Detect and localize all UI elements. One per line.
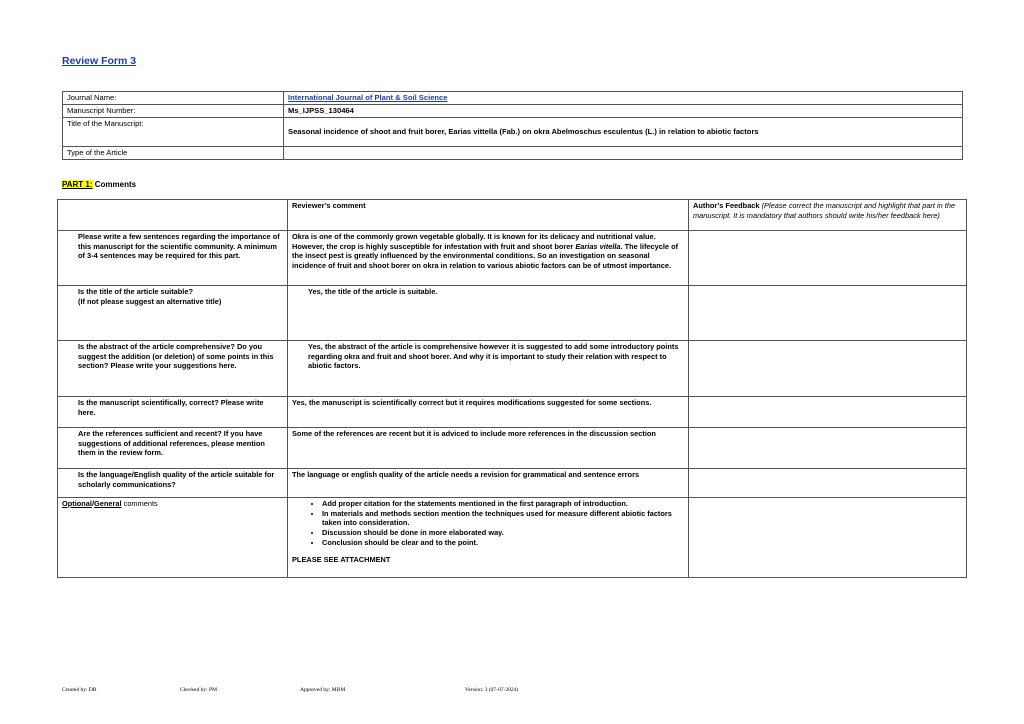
journal-value-cell [284,92,963,105]
optional-label: Optional [62,499,92,508]
author-feedback-cell[interactable] [689,231,967,286]
manuscript-title-row [63,117,963,146]
comment-text: . The lifecycle of the insect pest is greatly influenced by the environmental conditions. So an investigation on seasonal incidence of fruit and shoot borer on okra in relation to various abiotic factors can be of utmost importance. [292,241,679,270]
table-row [58,428,967,469]
comments-header-row [58,200,967,231]
table-row [58,231,967,286]
optional-comments-list [292,499,684,547]
comments-label: comments [121,499,158,508]
question-scientific: Is the manuscript scientifically, correct? Please write here. [58,397,288,428]
question-line: (If not please suggest an alternative title) [78,296,222,306]
author-feedback-cell[interactable] [689,397,967,428]
manuscript-number-value: Ms_IJPSS_130464 [284,104,963,117]
question-language: Is the language/English quality of the article suitable for scholarly communications? [58,469,288,498]
part-heading [62,180,136,189]
footer-version: Version: 3 (07-07-2024) [465,687,519,693]
footer-checked-by: Checked by: PM [180,687,217,693]
form-title: Review Form 3 [62,55,137,67]
manuscript-title-label: Title of the Manuscript: [63,117,284,146]
author-feedback-cell[interactable] [689,286,967,341]
reviewer-comment-header: Reviewer’s comment [288,200,689,231]
question-importance: Please write a few sentences regarding the importance of this manuscript for the scientific community. A minimum of 3-4 sentences may be required for this part. [58,231,288,286]
question-line: Is the title of the article suitable? [78,287,193,296]
journal-row [63,92,963,105]
part-label: PART 1: [62,180,93,189]
author-feedback-cell[interactable] [689,498,967,578]
optional-comments-content [288,498,689,578]
see-attachment-note: PLEASE SEE ATTACHMENT [292,555,391,565]
optional-label-sep: / [91,499,95,508]
comment-title: Yes, the title of the article is suitable. [288,286,689,341]
comment-abstract: Yes, the abstract of the article is comprehensive however it is suggested to add some introductory points regarding okra and fruit and shoot borer. And why it is important to study their relation with respect to abiotic factors. [288,341,689,397]
list-item: • In materials and methods section mention the techniques used for measure different abiotic factors taken into consideration. [322,509,684,528]
comment-italic-text: Earias vitella [575,241,621,251]
general-label: General [94,499,122,508]
author-feedback-title: Author’s Feedback [693,201,760,210]
table-row [58,469,967,498]
author-feedback-note: (Please correct the manuscript and highlight that part in the manuscript. It is mandatory that authors should write his/her feedback here) [693,201,956,220]
footer-created-by: Created by: DR [62,687,97,693]
table-row [58,341,967,397]
journal-link[interactable]: International Journal of Plant & Soil Science [288,93,448,102]
article-type-row [63,146,963,159]
article-type-value [284,146,963,159]
author-feedback-cell[interactable] [689,341,967,397]
part-suffix: Comments [92,180,137,189]
manuscript-number-label: Manuscript Number: [63,104,284,117]
question-title [58,286,288,341]
footer-approved-by: Approved by: MBM [300,687,346,693]
question-header [58,200,288,231]
manuscript-number-row [63,104,963,117]
comment-references: Some of the references are recent but it is adviced to include more references in the discussion section [288,428,689,469]
comment-importance [288,231,689,286]
list-item: • Add proper citation for the statements mentioned in the first paragraph of introduction. [322,499,684,509]
list-item: • Discussion should be done in more elaborated way. [322,528,684,538]
comment-scientific: Yes, the manuscript is scientifically correct but it requires modifications suggested for some sections. [288,397,689,428]
journal-label: Journal Name: [63,92,284,105]
optional-comments-row [58,498,967,578]
manuscript-title-value: Seasonal incidence of shoot and fruit borer, Earias vittella (Fab.) on okra Abelmoschus esculentus (L.) in relation to abiotic factors [284,117,963,146]
author-feedback-cell[interactable] [689,469,967,498]
manuscript-info-table [62,91,963,160]
comment-text: Okra is one of the commonly grown vegetable globally. It is known for its delicacy and nutritional value. However, the crop is highly susceptible for infestation with fruit and shoot borer [292,232,656,251]
optional-comments-label [58,498,288,578]
article-type-label: Type of the Article [63,146,284,159]
author-feedback-header [689,200,967,231]
table-row [58,397,967,428]
question-references: Are the references sufficient and recent? If you have suggestions of additional references, please mention them in the review form. [58,428,288,469]
comment-language: The language or english quality of the article needs a revision for grammatical and sentence errors [288,469,689,498]
author-feedback-cell[interactable] [689,428,967,469]
comments-table [57,199,967,578]
table-row [58,286,967,341]
question-abstract: Is the abstract of the article comprehensive? Do you suggest the addition (or deletion) of some points in this section? Please write your suggestions here. [58,341,288,397]
list-item: • Conclusion should be clear and to the point. [322,538,684,548]
